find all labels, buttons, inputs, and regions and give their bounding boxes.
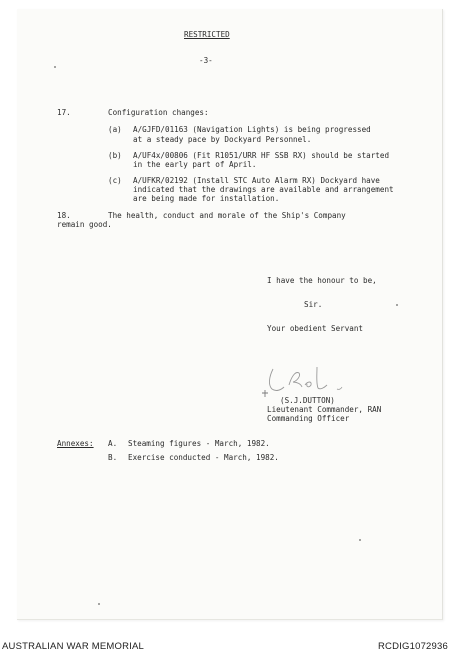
subitem-c-line1: A/UFKR/02192 (Install STC Auto Alarm RX) Dockyard have	[133, 176, 380, 185]
item-18-line2: remain good.	[57, 220, 112, 229]
item-18-line1: The health, conduct and morale of the Ship's Company	[108, 211, 346, 220]
subitem-c-line2: indicated that the drawings are available and arrangement	[133, 185, 394, 194]
paper-speck	[54, 66, 56, 68]
annexes-label: Annexes:	[57, 439, 94, 448]
signatory-role: Commanding Officer	[267, 414, 350, 423]
footer-record-id: RCDIG1072936	[378, 641, 448, 652]
subitem-a-line2: at a steady pace by Dockyard Personnel.	[133, 135, 312, 144]
annex-a-letter: A.	[108, 439, 118, 448]
signatory-name: (S.J.DUTTON)	[280, 396, 335, 405]
annex-b-text: Exercise conducted - March, 1982.	[128, 453, 279, 462]
annex-b-letter: B.	[108, 453, 118, 462]
closing-line1: I have the honour to be,	[267, 276, 377, 285]
item-17-number: 17.	[57, 108, 71, 117]
footer-archive-name: AUSTRALIAN WAR MEMORIAL	[2, 641, 145, 652]
subitem-a-line1: A/GJFD/01163 (Navigation Lights) is being progressed	[133, 125, 371, 134]
classification-header: RESTRICTED	[184, 30, 230, 39]
closing-salutation: Sir.	[304, 300, 323, 309]
annex-a-text: Steaming figures - March, 1982.	[128, 439, 270, 448]
item-18-number: 18.	[57, 211, 71, 220]
paper-speck	[98, 603, 100, 605]
subitem-b-line2: in the early part of April.	[133, 160, 257, 169]
document-page	[17, 9, 443, 620]
paper-speck	[359, 539, 361, 541]
subitem-c-letter: (c)	[108, 176, 122, 185]
item-17-heading: Configuration changes:	[108, 108, 209, 117]
subitem-b-line1: A/UF4x/00806 (Fit R1051/URR HF SSB RX) should be started	[133, 151, 390, 160]
signatory-rank: Lieutenant Commander, RAN	[267, 405, 382, 414]
subitem-b-letter: (b)	[108, 151, 122, 160]
closing-line3: Your obedient Servant	[267, 324, 364, 333]
subitem-a-letter: (a)	[108, 125, 122, 134]
page-number: -3-	[199, 56, 213, 65]
paper-speck	[396, 304, 398, 306]
subitem-c-line3: are being made for installation.	[133, 194, 280, 203]
